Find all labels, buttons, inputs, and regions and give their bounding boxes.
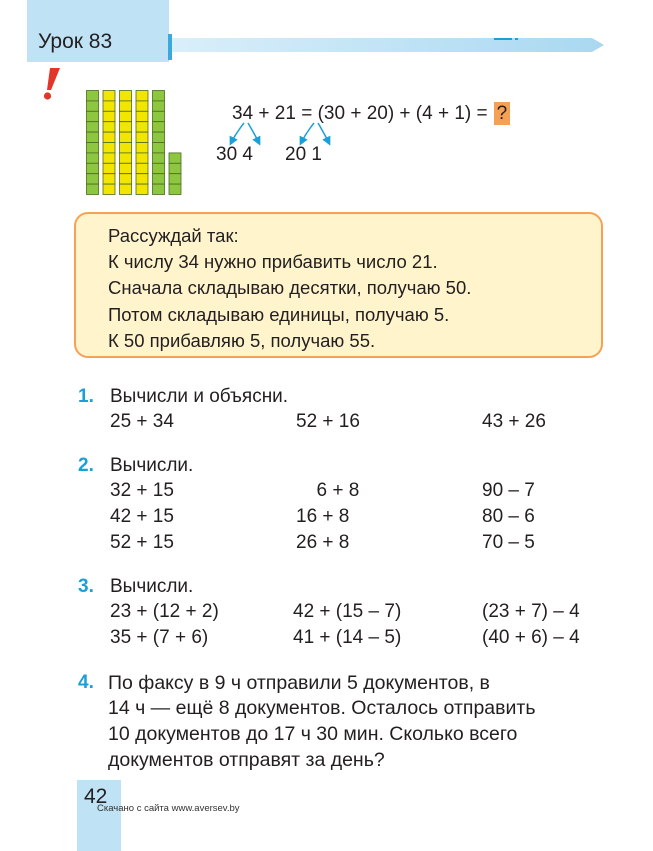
ten-rod-cube <box>120 184 132 194</box>
task-expression: 35 + (7 + 6) <box>110 627 209 648</box>
task-title: Вычисли. <box>110 455 194 476</box>
ten-rod-cube <box>87 184 99 194</box>
task-expression: 52 + 16 <box>296 411 360 432</box>
watermark: Скачано с сайта www.aversev.by <box>97 803 240 814</box>
task-expression: (23 + 7) – 4 <box>482 601 580 622</box>
ten-rod-cube <box>153 153 165 163</box>
task-expression: 25 + 34 <box>110 411 174 432</box>
ten-rod-cube <box>136 143 148 153</box>
task-paragraph-line: По факсу в 9 ч отправили 5 документов, в <box>108 672 490 694</box>
ten-rod-cube <box>120 101 132 111</box>
ten-rod-cube <box>120 153 132 163</box>
ten-rod-cube <box>120 91 132 101</box>
ten-rod-cube <box>153 143 165 153</box>
task-expression: 80 – 6 <box>482 506 535 527</box>
ten-rod-cube <box>153 184 165 194</box>
equation-answer-box: ? <box>494 102 511 125</box>
ten-rod-cube <box>103 111 115 121</box>
counting-blocks <box>86 90 186 200</box>
ten-rod-cube <box>136 153 148 163</box>
task-number: 2. <box>78 455 94 476</box>
ten-rod-cube <box>103 174 115 184</box>
task-expression: 43 + 26 <box>482 411 546 432</box>
ten-rod-cube <box>103 122 115 132</box>
ten-rod-cube <box>136 111 148 121</box>
ten-rod-cube <box>87 174 99 184</box>
unit-cube <box>169 184 181 194</box>
task-expression: 52 + 15 <box>110 532 174 553</box>
unit-cube <box>169 163 181 173</box>
task-expression: 32 + 15 <box>110 480 174 501</box>
task-expression: 42 + (15 – 7) <box>293 601 402 622</box>
task-expression: 41 + (14 – 5) <box>293 627 402 648</box>
task-expression: 16 + 8 <box>296 506 350 527</box>
ten-rod-cube <box>120 143 132 153</box>
ten-rod-cube <box>87 122 99 132</box>
ten-rod-cube <box>153 132 165 142</box>
task-expression: 90 – 7 <box>482 480 535 501</box>
reasoning-line: К числу 34 нужно прибавить число 21. <box>108 251 438 272</box>
exclamation-mark-icon <box>40 66 64 102</box>
ten-rod-cube <box>120 174 132 184</box>
ten-rod-cube <box>136 91 148 101</box>
task-expression: 23 + (12 + 2) <box>110 601 219 622</box>
ten-rod-cube <box>87 153 99 163</box>
reasoning-line: Сначала складываю десятки, получаю 50. <box>108 277 472 298</box>
ten-rod-cube <box>153 163 165 173</box>
ten-rod-cube <box>136 122 148 132</box>
task-title: Вычисли. <box>110 576 194 597</box>
ten-rod-cube <box>120 122 132 132</box>
equation-text: 34 + 21 = (30 + 20) + (4 + 1) = <box>232 102 488 124</box>
task-paragraph-line: 14 ч — ещё 8 документов. Осталось отправить <box>108 697 536 719</box>
ten-rod-cube <box>103 143 115 153</box>
unit-cube <box>169 153 181 163</box>
task-expression: 6 + 8 <box>306 480 360 501</box>
ten-rod-cube <box>87 132 99 142</box>
ten-rod-cube <box>136 163 148 173</box>
lesson-title: Урок 83 <box>38 30 113 53</box>
task-number: 1. <box>78 386 94 407</box>
task-expression: (40 + 6) – 4 <box>482 627 580 648</box>
ten-rod-cube <box>103 153 115 163</box>
ten-rod-cube <box>103 163 115 173</box>
task-expression: 42 + 15 <box>110 506 174 527</box>
ten-rod-cube <box>103 132 115 142</box>
ten-rod-cube <box>87 101 99 111</box>
task-expression: 70 – 5 <box>482 532 535 553</box>
task-number: 4. <box>78 672 94 693</box>
ten-rod-cube <box>120 132 132 142</box>
task-paragraph-line: 10 документов до 17 ч 30 мин. Сколько всего <box>108 723 518 745</box>
task-paragraph-line: документов отправят за день? <box>108 749 385 771</box>
reasoning-line: К 50 прибавляю 5, получаю 55. <box>108 330 376 351</box>
unit-cube <box>169 174 181 184</box>
ten-rod-cube <box>103 91 115 101</box>
ten-rod-cube <box>136 132 148 142</box>
ten-rod-cube <box>153 111 165 121</box>
ten-rod-cube <box>87 111 99 121</box>
ten-rod-cube <box>136 184 148 194</box>
ten-rod-cube <box>87 143 99 153</box>
reasoning-line: Рассуждай так: <box>108 225 239 246</box>
ten-rod-cube <box>136 174 148 184</box>
ten-rod-cube <box>153 101 165 111</box>
ten-rod-cube <box>120 111 132 121</box>
ten-rod-cube <box>103 101 115 111</box>
header-bar <box>172 38 604 52</box>
task-expression: 26 + 8 <box>296 532 350 553</box>
ten-rod-cube <box>153 91 165 101</box>
ten-rod-cube <box>87 163 99 173</box>
task-title: Вычисли и объясни. <box>110 386 289 407</box>
ten-rod-cube <box>153 122 165 132</box>
split-left: 30 4 <box>216 144 253 165</box>
ten-rod-cube <box>136 101 148 111</box>
ten-rod-cube <box>103 184 115 194</box>
reasoning-line: Потом складываю единицы, получаю 5. <box>108 304 450 325</box>
ten-rod-cube <box>87 91 99 101</box>
ten-rod-cube <box>153 174 165 184</box>
page-number: 42 <box>84 785 108 808</box>
split-right: 20 1 <box>285 144 322 165</box>
task-number: 3. <box>78 576 94 597</box>
ten-rod-cube <box>120 163 132 173</box>
